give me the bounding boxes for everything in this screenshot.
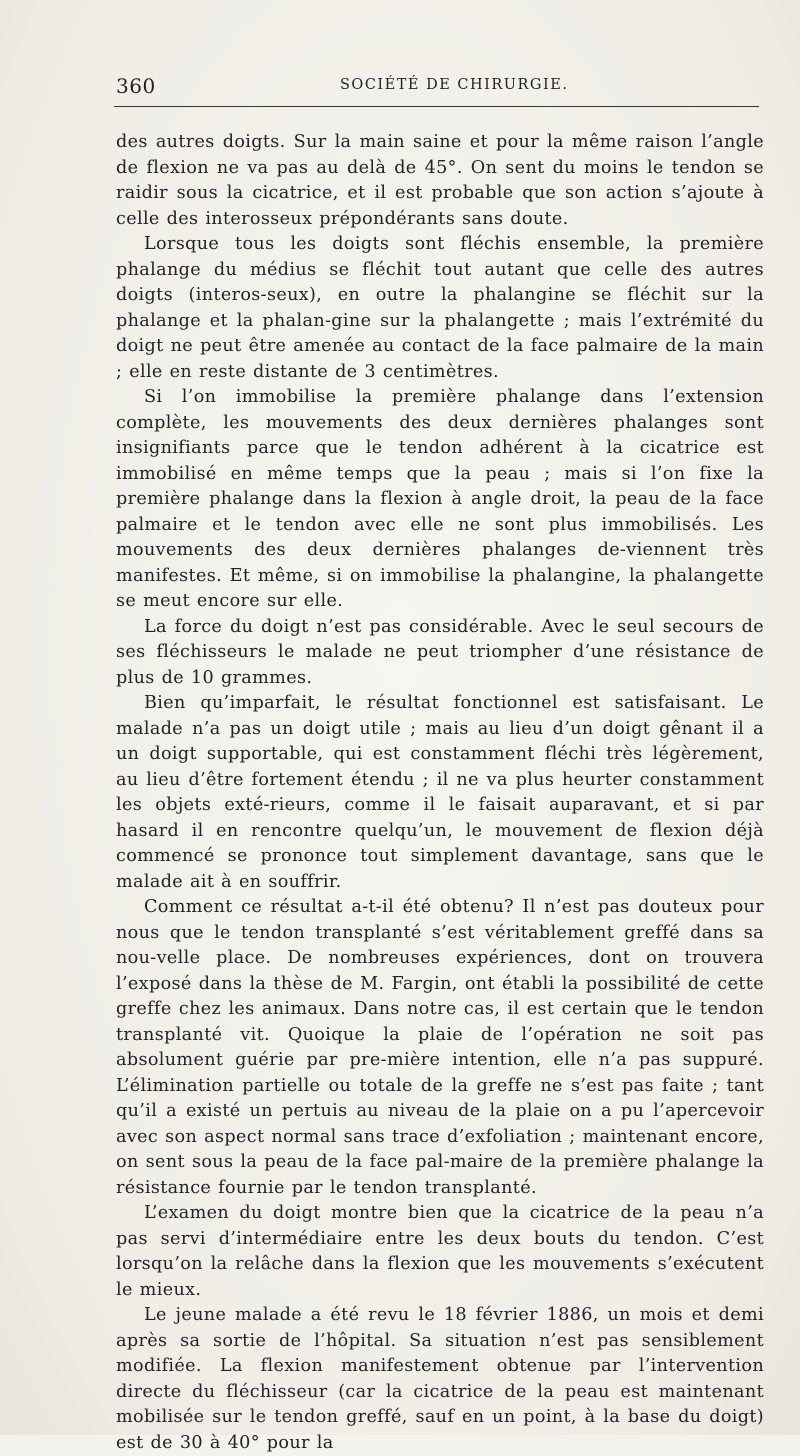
- paragraph: L’examen du doigt montre bien que la cicatrice de la peau n’a pas servi d’intermédiaire entre les deux bouts du tendon. C’est lorsqu’on la relâche dans la flexion que les mouvements s’exécutent le mieux.: [116, 1203, 764, 1300]
- paragraph: Bien qu’imparfait, le résultat fonctionnel est satisfaisant. Le malade n’a pas un doigt utile ; mais au lieu d’un doigt gênant il a un doigt supportable, qui est constamment fléchi très légèrement, au lieu d’être fortement étendu ; il ne va plus heurter constamment les objets exté-rieurs, comme il le faisait auparavant, et si par hasard il en rencontre quelqu’un, le mouvement de flexion déjà commencé se prononce tout simplement davantage, sans que le malade ait à en souffrir.: [116, 693, 764, 892]
- paragraph: Lorsque tous les doigts sont fléchis ensemble, la première phalange du médius se fléchit tout autant que celle des autres doigts (interos-seux), en outre la phalangine se fléchit sur la phalange et la phalan-gine sur la phalangette ; mais l’extrémité du doigt ne peut être amenée au contact de la face palmaire de la main ; elle en reste distante de 3 centimètres.: [116, 234, 764, 382]
- paragraph: des autres doigts. Sur la main saine et pour la même raison l’angle de flexion ne va pas au delà de 45°. On sent du moins le tendon se raidir sous la cicatrice, et il est probable que son action s’ajoute à celle des interosseux prépondérants sans doute.: [116, 132, 764, 229]
- page-number: 360: [116, 74, 156, 98]
- running-title: SOCIÉTÉ DE CHIRURGIE.: [340, 77, 569, 93]
- paragraph: La force du doigt n’est pas considérable. Avec le seul secours de ses fléchisseurs le malade ne peut triompher d’une résistance de plus de 10 grammes.: [116, 616, 764, 688]
- paragraph: Comment ce résultat a-t-il été obtenu? Il n’est pas douteux pour nous que le tendon transplanté s’est véritablement greffé dans sa nou-velle place. De nombreuses expériences, dont on trouvera l’exposé dans la thèse de M. Fargin, ont établi la possibilité de cette greffe chez les animaux. Dans notre cas, il est certain que le tendon transplanté vit. Quoique la plaie de l’opération ne soit pas absolument guérie par pre-mière intention, elle n’a pas suppuré. L’élimination partielle ou totale de la greffe ne s’est pas faite ; tant qu’il a existé un pertuis au niveau de la plaie on a pu l’apercevoir avec son aspect normal sans trace d’exfoliation ; maintenant encore, on sent sous la peau de la face pal-maire de la première phalange la résistance fournie par le tendon transplanté.: [116, 897, 764, 1198]
- paragraph: Le jeune malade a été revu le 18 février 1886, un mois et demi après sa sortie de l’hôpital. Sa situation n’est pas sensiblement modifiée. La flexion manifestement obtenue par l’intervention directe du fléchisseur (car la cicatrice de la peau est maintenant mobilisée sur le tendon greffé, sauf en un point, à la base du doigt) est de 30 à 40° pour la: [116, 1305, 764, 1453]
- page-header: [114, 74, 754, 100]
- header-rule: [114, 106, 759, 107]
- body-text: [116, 130, 764, 1456]
- paragraph: Si l’on immobilise la première phalange dans l’extension complète, les mouvements des deux dernières phalanges sont insignifiants parce que le tendon adhérent à la cicatrice est immobilisé en même temps que la peau ; mais si l’on fixe la première phalange dans la flexion à angle droit, la peau de la face palmaire et le tendon avec elle ne sont plus immobilisés. Les mouvements des deux dernières phalanges de-viennent très manifestes. Et même, si on immobilise la phalangine, la phalangette se meut encore sur elle.: [116, 387, 764, 611]
